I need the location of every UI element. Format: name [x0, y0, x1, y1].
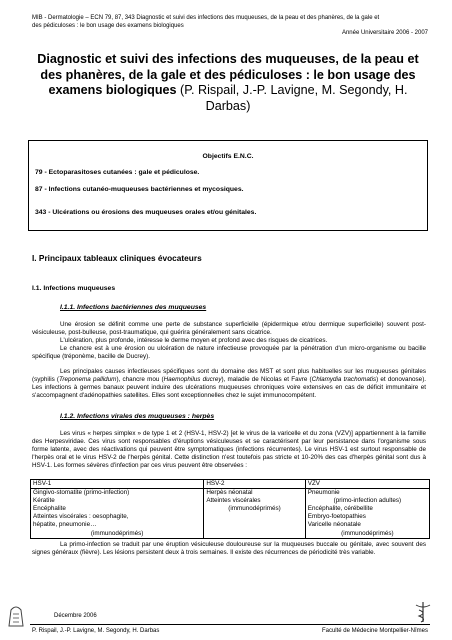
- table-cell-line: (primo-infection adultes): [333, 497, 402, 505]
- footer-institution: Faculté de Médecine Montpellier-Nîmes: [321, 628, 428, 634]
- paragraph: Une érosion se définit comme une perte de substance superficielle (épidermique et/ou dermique superficielle) souvent post-vésiculeuse, post-bulleuse, post-traumatique, qui guérira généralement sans cicatrice.: [32, 321, 426, 337]
- header-line-2: des pédiculoses : le bon usage des examens biologiques: [32, 23, 184, 29]
- caduceus-emblem-icon: [410, 600, 436, 624]
- paragraph-causes: Les principales causes infectieuses spécifiques sont du domaine des MST et sont plus habituelles sur les muqueuses génitales (syphilis (Treponema pallidum), chancre mou (Haemophilus ducrey), maladie de Nicolas et Favre (Chlamydia trachomatis) et donovanose). Les infections à germes banaux peuvent induire des ulcérations muqueuses chroniques voire extensives en cas de déficit immunitaire et s'accompagnent d'adénopathies satellites. Elles sont exceptionnelles chez le sujet immunocompétent.: [32, 368, 427, 400]
- title-authors: (P. Rispail, J.-P. Lavigne, M. Segondy, H. Darbas): [180, 83, 408, 113]
- table-header-cell: HSV-1: [31, 480, 204, 489]
- objectives-heading: Objectifs E.N.C.: [202, 153, 254, 160]
- table-cell: [305, 489, 429, 539]
- paragraph: Le chancre est à une érosion ou ulcération de nature infectieuse provoquée par la pénétration d'un micro-organisme ou bacille spécifique (tréponème, bacille de Ducrey).: [32, 345, 426, 361]
- table-header-cell: VZV: [305, 480, 429, 489]
- academic-year: Année Universitaire 2006 - 2007: [341, 30, 428, 36]
- footer-divider: [30, 624, 430, 625]
- objectives-box: [28, 140, 428, 231]
- table-cell-line: Atteintes viscérales: [206, 497, 261, 505]
- table-cell-line: (immunodéprimés): [90, 529, 144, 537]
- subsubsection-heading-herpes: I.1.2. Infections virales des muqueuses : herpès: [60, 413, 215, 420]
- table-cell: [31, 489, 204, 539]
- objective-item: 343 - Ulcérations ou érosions des muqueuses orales et/ou génitales.: [35, 209, 257, 216]
- table-cell-line: Atteintes viscérales : oesophagite,: [33, 513, 129, 521]
- paragraph: L'ulcération, plus profonde, intéresse le derme moyen et profond avec des risques de cicatrices.: [60, 337, 328, 344]
- table-cell-line: (immunodéprimés): [228, 505, 281, 513]
- table-header-cell: HSV-2: [204, 480, 305, 489]
- table-cell-line: Encéphalite: [33, 505, 66, 513]
- document-title: [30, 52, 426, 114]
- paragraph-primo-infection: La primo-infection se traduit par une éruption vésiculeuse douloureuse sur la muqueuses buccale ou génitale, avec souvent des signes généraux (fièvre). Les lésions persistent deux à trois semaines. Il existe des récurrences de périodicité très variable.: [32, 541, 426, 557]
- objective-item: 79 - Ectoparasitoses cutanées : gale et pédiculose.: [35, 169, 200, 176]
- herpes-virus-table: [30, 479, 430, 539]
- table-cell-line: Herpès néonatal: [206, 489, 253, 497]
- table-cell-line: Encéphalite, cérébellite: [307, 505, 373, 513]
- faculty-seal-icon: [6, 602, 26, 628]
- header-line-1: MIB - Dermatologie – ECN 79, 87, 343 Diagnostic et suivi des infections des muqueuses, de la peau et des phanères, de la gale et: [32, 15, 380, 21]
- section-heading: I. Principaux tableaux cliniques évocateurs: [32, 253, 202, 263]
- running-header: [32, 14, 428, 30]
- paragraph-herpes: Les virus « herpes simplex » de type 1 et 2 (HSV-1, HSV-2) [et le virus de la varicelle et du zona (VZV)] appartiennent à la famille des Herpesviridae. Ces virus sont responsables d'éruptions vésiculeuses et se caractérisent par leur persistance dans l'organisme sous forme latente, avec des réactivations qui peuvent être symptomatiques (infections récurrentes). Le virus HSV-1 est surtout responsable de l'herpès oral et le virus HSV-2 de l'herpès génital. Cette distinction n'est toutefois pas stricte et 10-20% des cas d'herpès génital sont dus à HSV-1. Les formes sévères d'infection par ces virus peuvent être observées :: [32, 430, 426, 470]
- subsubsection-heading: I.1.1. Infections bactériennes des muqueuses: [60, 304, 207, 311]
- table-cell-line: Gingivo-stomatite (primo-infection): [33, 489, 130, 497]
- table-cell: [204, 489, 305, 539]
- subsection-heading: I.1. Infections muqueuses: [32, 285, 116, 292]
- footer-authors: P. Rispail, J.-P. Lavigne, M. Segondy, H. Darbas: [32, 628, 160, 634]
- table-cell-line: Embryo-foetopathies: [307, 513, 366, 521]
- table-cell-line: Pneumonie: [307, 489, 340, 497]
- objective-item: 87 - Infections cutanéo-muqueuses bactériennes et mycosiques.: [35, 186, 244, 193]
- table-cell-line: Kératite: [33, 497, 55, 505]
- title-main: Diagnostic et suivi des infections des muqueuses, de la peau et des phanères, de la gale et des pédiculoses : le bon usage des examens biologiques: [37, 52, 419, 97]
- footer-date: Décembre 2006: [54, 613, 97, 619]
- table-cell-line: (immunodéprimés): [341, 529, 394, 537]
- table-cell-line: Varicelle néonatale: [307, 521, 361, 529]
- table-cell-line: hépatite, pneumonie…: [33, 521, 97, 529]
